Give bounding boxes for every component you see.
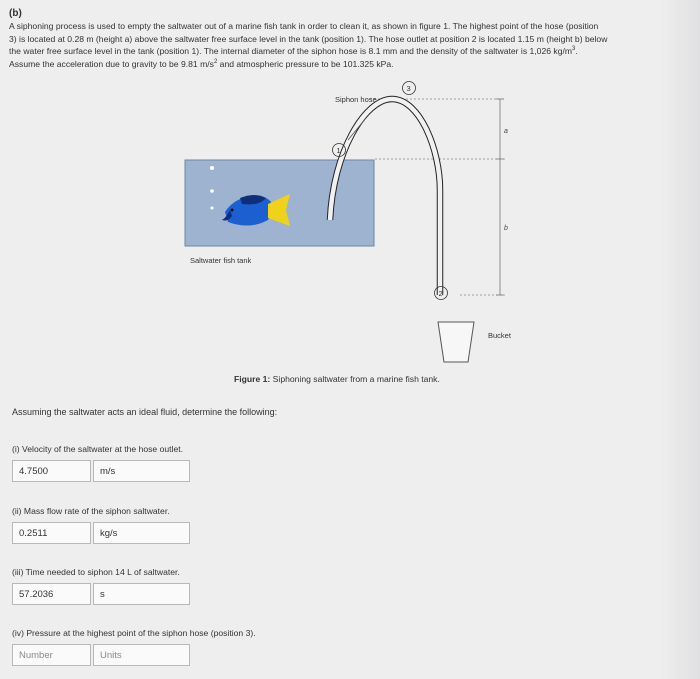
bubble bbox=[210, 189, 214, 193]
caption-text: Siphoning saltwater from a marine fish tank. bbox=[270, 374, 440, 384]
position-1-label: 1 bbox=[336, 146, 341, 155]
superscript: 2 bbox=[213, 58, 218, 65]
height-a-label: a bbox=[504, 128, 508, 135]
question-1-label: (i) Velocity of the saltwater at the hose outlet. bbox=[12, 444, 184, 454]
question-3-label: (iii) Time needed to siphon 14 L of saltwater. bbox=[12, 567, 180, 577]
question-2 bbox=[12, 506, 312, 544]
siphon-hose-label: Siphon hose bbox=[335, 95, 377, 104]
position-3-label: 3 bbox=[406, 84, 411, 93]
question-4 bbox=[12, 628, 312, 666]
part-label: (b) bbox=[9, 8, 22, 19]
position-2-label: 2 bbox=[438, 289, 443, 298]
bubble bbox=[211, 207, 214, 210]
problem-line-2: 3) is located at 0.28 m (height a) above the saltwater free surface level in the tank (position 1). The hose outlet at position 2 is located 1.15 m (height b) below bbox=[9, 33, 608, 44]
problem-line-4-end: and atmospheric pressure to be 101.325 kPa. bbox=[217, 58, 394, 69]
problem-line-4 bbox=[9, 58, 695, 71]
question-4-label: (iv) Pressure at the highest point of the siphon hose (position 3). bbox=[12, 628, 256, 638]
mass-flow-units-select[interactable]: kg/s bbox=[93, 522, 190, 544]
problem-line-4-text: Assume the acceleration due to gravity to be 9.81 m/s bbox=[9, 58, 214, 69]
velocity-number-input[interactable]: 4.7500 bbox=[12, 460, 91, 482]
problem-line-1: A siphoning process is used to empty the saltwater out of a marine fish tank in order to clean it, as shown in figure 1. The highest point of the hose (position bbox=[9, 21, 599, 31]
pressure-number-input[interactable]: Number bbox=[12, 644, 91, 666]
instruction-text: Assuming the saltwater acts an ideal fluid, determine the following: bbox=[12, 407, 278, 417]
bucket bbox=[438, 322, 474, 362]
velocity-units-select[interactable]: m/s bbox=[93, 460, 190, 482]
caption-label: Figure 1: bbox=[234, 374, 271, 384]
problem-line-3 bbox=[9, 45, 695, 58]
time-units-select[interactable]: s bbox=[93, 583, 190, 605]
pressure-units-select[interactable]: Units bbox=[93, 644, 190, 666]
siphon-figure bbox=[170, 80, 520, 390]
time-number-input[interactable]: 57.2036 bbox=[12, 583, 91, 605]
figure-caption bbox=[234, 374, 440, 384]
question-3 bbox=[12, 567, 312, 605]
mass-flow-number-input[interactable]: 0.2511 bbox=[12, 522, 91, 544]
problem-line-3-text: the water free surface level in the tank (position 1). The internal diameter of the siphon hose is 8.1 mm and the density of the saltwater is 1,026 kg/m bbox=[9, 46, 573, 57]
tank-label: Saltwater fish tank bbox=[190, 256, 252, 265]
superscript: 3 bbox=[572, 46, 576, 53]
problem-line-3-end: . bbox=[575, 46, 578, 57]
bucket-label: Bucket bbox=[488, 331, 511, 340]
bubble bbox=[210, 166, 214, 170]
problem-statement bbox=[9, 20, 695, 70]
screen-shading bbox=[660, 0, 700, 679]
question-1 bbox=[12, 444, 312, 482]
height-b-label: b bbox=[504, 225, 508, 232]
question-2-label: (ii) Mass flow rate of the siphon saltwater. bbox=[12, 506, 170, 516]
